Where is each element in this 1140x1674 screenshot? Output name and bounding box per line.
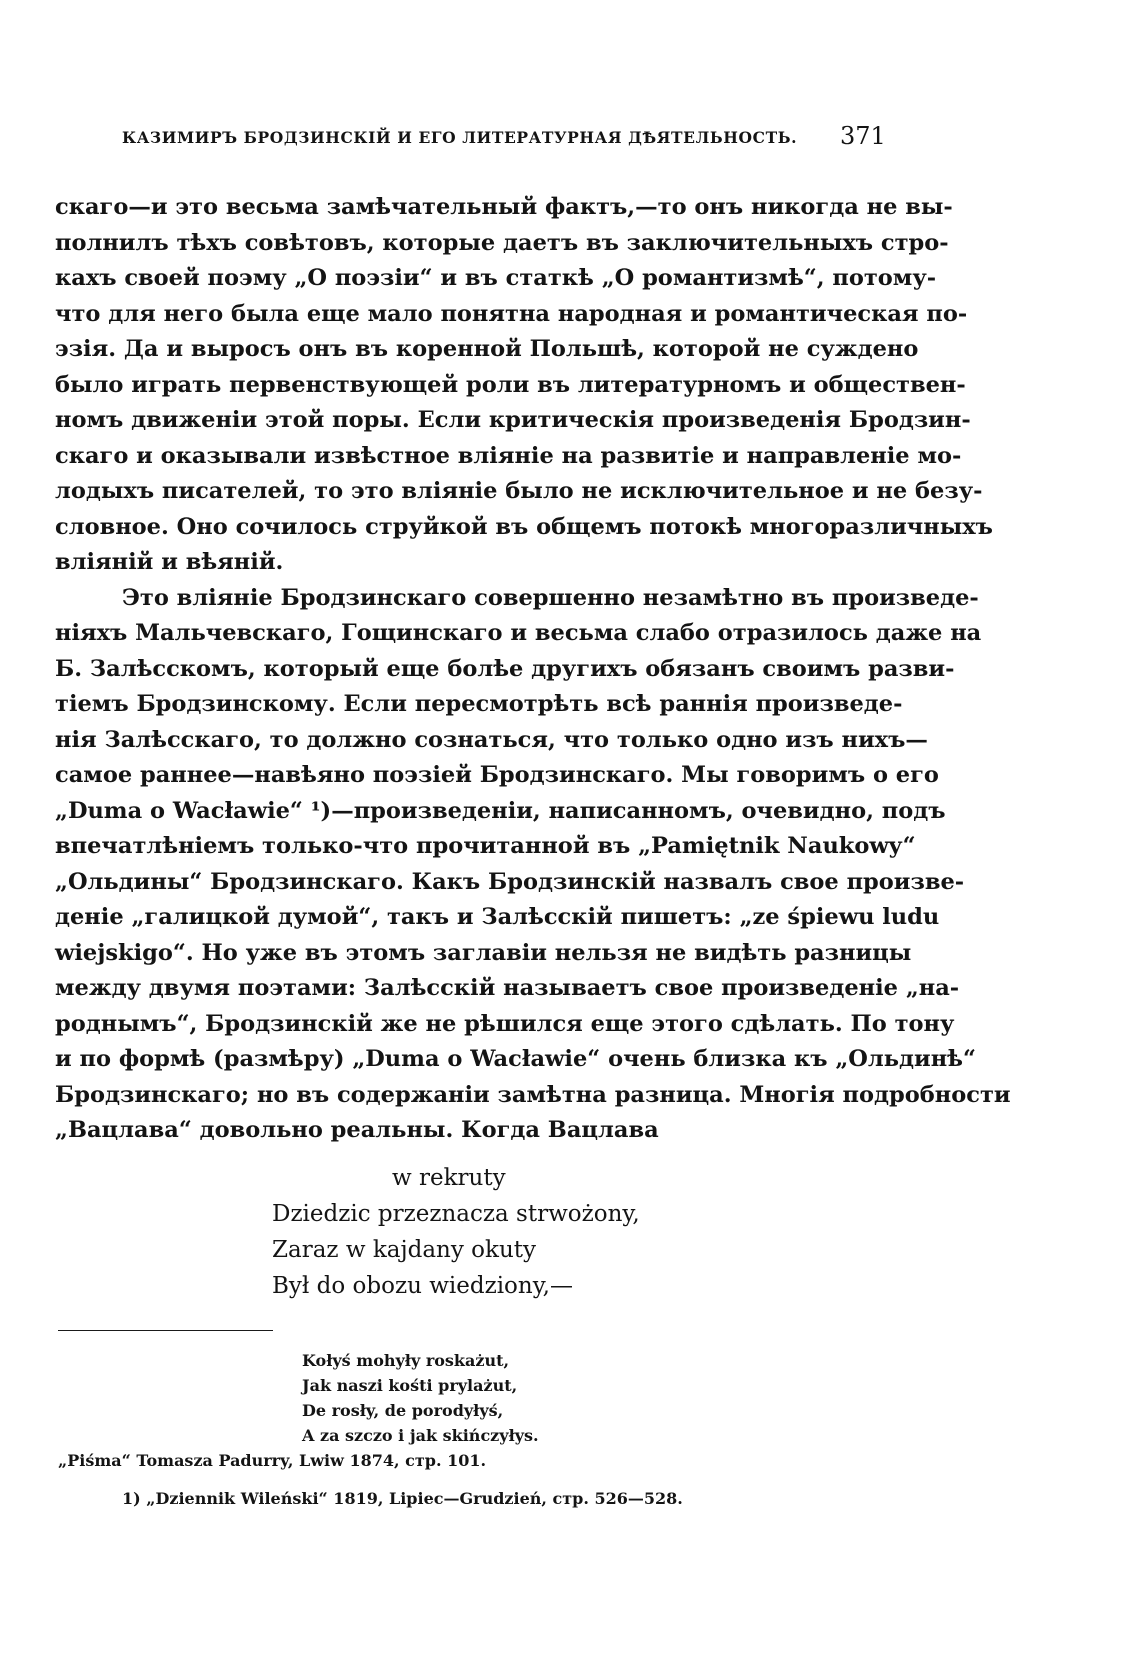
- text-line: Б. Залѣсскомъ, который еще болѣе другихъ обязанъ своимъ разви-: [55, 655, 955, 682]
- text-line: роднымъ“, Бродзинскій же не рѣшился еще этого сдѣлать. По тону: [55, 1010, 955, 1037]
- footnote-divider: [58, 1330, 273, 1331]
- text-line: „Ольдины“ Бродзинскаго. Какъ Бродзинскій назвалъ свое произве-: [55, 868, 965, 895]
- text-line: номъ движеніи этой поры. Если критическія произведенія Бродзин-: [55, 407, 971, 433]
- text-line: скаго и оказывали извѣстное вліяніе на развитіе и направленіе мо-: [55, 442, 962, 469]
- text-line: скаго—и это весьма замѣчательный фактъ,—то онъ никогда не вы-: [55, 194, 953, 220]
- page-number: 371: [840, 122, 886, 150]
- verse-line: Zaraz w kajdany okuty: [272, 1237, 536, 1263]
- footnote-1: [122, 1489, 683, 1508]
- text-line: кахъ своей поэму „О поэзіи“ и въ статкѣ „О романтизмѣ“, потому-: [55, 265, 937, 291]
- text-line: вліяній и вѣяній.: [55, 549, 284, 575]
- text-line: Это вліяніе Бродзинскаго совершенно незамѣтно въ произведе-: [122, 584, 979, 611]
- text-line: было играть первенствующей роли въ литературномъ и обществен-: [55, 371, 966, 398]
- footnote-verse: [302, 1348, 539, 1448]
- footnote-marker: 1): [122, 1489, 141, 1508]
- text-line: впечатлѣніемъ только-что прочитанной въ „Pamiętnik Naukowy“: [55, 833, 916, 859]
- text-line: между двумя поэтами: Залѣсскій называетъ свое произведеніе „на-: [55, 975, 960, 1001]
- footnote-verse-line: Jak naszi kośti prylażut,: [302, 1376, 518, 1395]
- text-line: Бродзинскаго; но въ содержаніи замѣтна разница. Многія подробности: [55, 1081, 1011, 1108]
- text-line: нія Залѣсскаго, то должно сознаться, что только одно изъ нихъ—: [55, 726, 928, 753]
- verse-line: Dziedzic przeznacza strwożony,: [272, 1201, 640, 1227]
- text-line: что для него была еще мало понятна народная и романтическая по-: [55, 300, 968, 327]
- text-line: wiejskigo“. Но уже въ этомъ заглавіи нельзя не видѣть разницы: [55, 939, 912, 966]
- running-title: КАЗИМИРЪ БРОДЗИНСКІЙ И ЕГО ЛИТЕРАТУРНАЯ ДѢЯТЕЛЬНОСТЬ.: [122, 128, 798, 147]
- text-line: ніяхъ Мальчевскаго, Гощинскаго и весьма слабо отразилось даже на: [55, 620, 982, 646]
- text-line: тіемъ Бродзинскому. Если пересмотрѣть всѣ раннія произведе-: [55, 691, 903, 717]
- main-text: [55, 190, 1011, 1149]
- footnote-text: „Dziennik Wileński“ 1819, Lipiec—Grudzień, стр. 526—528.: [146, 1489, 683, 1508]
- footnote-verse-line: Kołyś mohyły roskażut,: [302, 1351, 510, 1370]
- text-line: деніе „галицкой думой“, такъ и Залѣсскій пишетъ: „ze śpiewu ludu: [55, 904, 940, 930]
- verse-line: Był do obozu wiedziony,—: [272, 1273, 573, 1299]
- text-line: эзія. Да и выросъ онъ въ коренной Польшѣ, которой не суждено: [55, 336, 919, 362]
- text-line: словное. Оно сочилось струйкой въ общемъ потокѣ многоразличныхъ: [55, 513, 993, 540]
- text-line: и по формѣ (размѣру) „Duma o Wacławie“ очень близка къ „Ольдинѣ“: [55, 1046, 976, 1072]
- text-line: самое раннее—навѣяно поэзіей Бродзинскаго. Мы говоримъ о его: [55, 762, 939, 788]
- text-line: „Вацлава“ довольно реальны. Когда Вацлава: [55, 1117, 659, 1143]
- text-line: „Duma o Wacławie“ ¹)—произведеніи, написанномъ, очевидно, подъ: [55, 797, 946, 824]
- verse-line: w rekruty: [392, 1165, 506, 1191]
- footnote-source: „Piśma“ Tomasza Padurry, Lwiw 1874, стр. 101.: [58, 1451, 487, 1470]
- verse-quote: [272, 1160, 640, 1304]
- footnote-verse-line: A za szczo i jak skińczyłys.: [302, 1426, 539, 1445]
- footnote-verse-line: De rosły, de porodyłyś,: [302, 1401, 504, 1420]
- text-line: лодыхъ писателей, то это вліяніе было не исключительное и не безу-: [55, 478, 983, 504]
- text-line: полнилъ тѣхъ совѣтовъ, которые даетъ въ заключительныхъ стро-: [55, 229, 949, 256]
